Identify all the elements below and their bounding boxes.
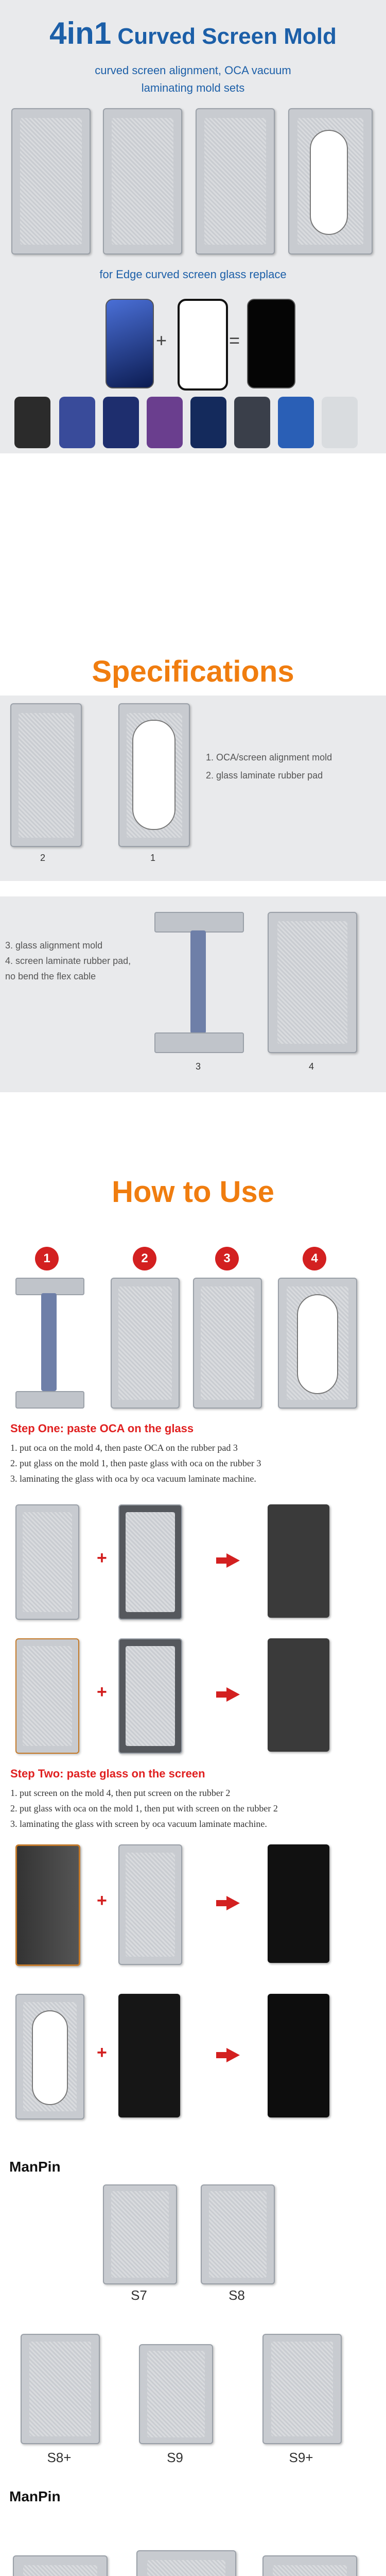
step-circle-3: 3	[215, 1247, 239, 1270]
s1a-pad	[118, 1504, 182, 1620]
mold-3	[196, 108, 275, 255]
s1b-plus: +	[97, 1682, 107, 1702]
spec-frame-3	[154, 912, 242, 1051]
phone-thumb-5	[190, 397, 226, 448]
s2b-arrow	[226, 2048, 240, 2062]
row1-mold-1	[103, 2184, 177, 2284]
phone-thumb-7	[278, 397, 314, 448]
s1b-pad	[118, 1638, 182, 1754]
phone-back	[106, 299, 154, 388]
howto-mold-4-hole	[297, 1294, 338, 1394]
step1-title: Step One: paste OCA on the glass	[10, 1422, 194, 1435]
s2b-plus: +	[97, 2043, 107, 2062]
spec-item-2: 2. glass laminate rubber pad	[206, 770, 323, 781]
step1-line-1: 1. put oca on the mold 4, then paste OCA on the rubber pad 3	[10, 1443, 238, 1453]
s2a-result	[268, 1844, 329, 1963]
howto-frame	[15, 1278, 82, 1406]
spec-item-4b: no bend the flex cable	[5, 971, 96, 981]
spec-item-1: 1. OCA/screen alignment mold	[206, 752, 332, 762]
header-section	[0, 0, 386, 453]
row3-mold-1	[13, 2555, 108, 2576]
page-title	[0, 15, 386, 51]
howto-heading: How to Use	[112, 1175, 274, 1209]
row2-label-3: S9+	[289, 2450, 313, 2465]
specs-box-2	[0, 896, 386, 1092]
step2-images	[0, 1844, 386, 2154]
row1-label-2: S8	[229, 2287, 245, 2303]
spec-item-4: 4. screen laminate rubber pad,	[5, 956, 131, 966]
howto-mold-4	[278, 1278, 357, 1409]
mold-2	[103, 108, 182, 255]
title-4in1: 4in1	[49, 16, 112, 50]
spec-num-1: 1	[150, 853, 156, 863]
spec-num-4: 4	[309, 1061, 314, 1072]
frame-stem	[190, 930, 206, 1033]
subtitle-2: for Edge curved screen glass replace	[99, 268, 287, 281]
row1-label-1: S7	[131, 2287, 147, 2303]
s2b-pad	[118, 1994, 180, 2117]
phone-thumb-1	[14, 397, 50, 448]
frame-bottom-bar	[154, 1032, 244, 1053]
spec-num-3: 3	[196, 1061, 201, 1072]
phone-thumb-2	[59, 397, 95, 448]
s1b-result	[268, 1638, 329, 1752]
s1a-plus: +	[97, 1548, 107, 1568]
step-circle-1: 1	[35, 1247, 59, 1270]
row2-label-2: S9	[167, 2450, 183, 2465]
s1b-arrow	[226, 1687, 240, 1702]
row2-mold-3	[262, 2334, 342, 2444]
step-circle-2: 2	[133, 1247, 156, 1270]
phone-thumb-3	[103, 397, 139, 448]
howto-frame-stem	[41, 1293, 57, 1391]
step2-line-1: 1. put screen on the mold 4, then put screen on the rubber 2	[10, 1788, 231, 1798]
spec-mold-1-hole	[132, 720, 176, 830]
phone-thumb-6	[234, 397, 270, 448]
plus-sign: +	[156, 330, 167, 351]
s1b-mold	[15, 1638, 79, 1754]
s2a-plus: +	[97, 1891, 107, 1910]
specs-box-1	[0, 696, 386, 881]
row3-mold-2	[136, 2550, 236, 2576]
step2-title: Step Two: paste glass on the screen	[10, 1767, 205, 1780]
howto-frame-top	[15, 1278, 84, 1295]
s1a-result	[268, 1504, 329, 1618]
glass-screen	[178, 299, 228, 391]
phone-thumb-4	[147, 397, 183, 448]
phone-thumb-8	[322, 397, 358, 448]
step1-line-2: 2. put glass on the mold 1, then paste glass with oca on the rubber 3	[10, 1458, 261, 1468]
row2-mold-1	[21, 2334, 100, 2444]
specs-heading: Specifications	[92, 655, 294, 688]
s2b-result	[268, 1994, 329, 2117]
s1a-arrow	[226, 1553, 240, 1568]
howto-frame-bottom	[15, 1391, 84, 1409]
phone-front	[247, 299, 295, 388]
subtitle: curved screen alignment, OCA vacuum laminating mold sets	[95, 64, 291, 94]
row3-mold-3	[262, 2555, 357, 2576]
step2-line-2: 2. put glass with oca on the mold 1, then put with screen on the rubber 2	[10, 1803, 278, 1814]
mold-1	[11, 108, 91, 255]
specs-section	[0, 453, 386, 1185]
s2a-mold	[15, 1844, 80, 1966]
s1a-mold	[15, 1504, 79, 1620]
howto-mold-3	[193, 1278, 262, 1409]
spec-mold-4	[268, 912, 357, 1053]
models-section	[0, 2154, 386, 2576]
s2b-mold	[15, 1994, 84, 2120]
row2-label-1: S8+	[47, 2450, 72, 2465]
spec-mold-2	[10, 703, 82, 847]
s2b-mold-hole	[32, 2010, 68, 2105]
s2a-arrow	[226, 1896, 240, 1910]
spec-item-3: 3. glass alignment mold	[5, 940, 103, 951]
howto-mold-2	[111, 1278, 180, 1409]
step-circle-4: 4	[303, 1247, 326, 1270]
mold-4	[288, 108, 373, 255]
spec-mold-1	[118, 703, 190, 847]
row2-mold-2	[139, 2344, 213, 2444]
row1-mold-2	[201, 2184, 275, 2284]
equals-sign: =	[229, 330, 240, 351]
step2-line-3: 3. laminating the glass with screen by oca vacuum laminate machine.	[10, 1819, 267, 1829]
title-rest: Curved Screen Mold	[117, 24, 337, 49]
frame-top-bar	[154, 912, 244, 933]
brand-label-2: ManPin	[9, 2488, 61, 2504]
mold-4-hole	[310, 130, 348, 235]
step1-line-3: 3. laminating the glass with oca by oca vacuum laminate machine.	[10, 1473, 256, 1484]
s2a-pad	[118, 1844, 182, 1965]
brand-label-1: ManPin	[9, 2159, 61, 2175]
spec-num-2: 2	[40, 853, 46, 863]
